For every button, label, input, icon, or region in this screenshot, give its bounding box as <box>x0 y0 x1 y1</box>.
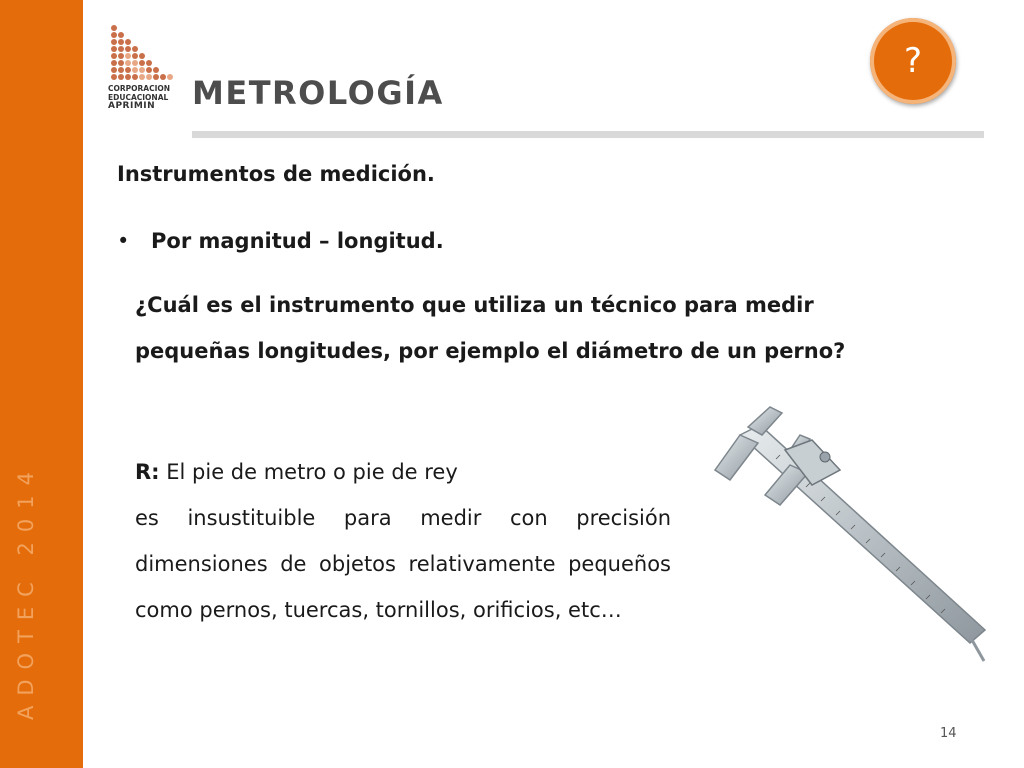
logo-brand: APRIMIN <box>108 101 156 111</box>
sidebar-vertical-text: ADOTEC 2014 <box>14 462 38 720</box>
logo-text <box>108 84 178 111</box>
section-subtitle: Instrumentos de medición. <box>117 162 435 186</box>
question-mark-icon <box>870 18 956 104</box>
answer-body: es insustituible para medir con precisión dimensiones de objetos relativamente pequeños como pernos, tuercas, tornillos, orificios, etc… <box>135 506 671 622</box>
logo-line2: EDUCACIONAL <box>108 93 169 102</box>
question-text: ¿Cuál es el instrumento que utiliza un técnico para medir pequeñas longitudes, por ejemplo el diámetro de un perno? <box>135 293 846 363</box>
answer-first-line: El pie de metro o pie de rey <box>166 460 458 484</box>
bullet-dot: • <box>117 229 130 253</box>
answer-block <box>135 449 671 633</box>
sidebar <box>0 0 83 768</box>
answer-label: R: <box>135 460 160 484</box>
logo-line1: CORPORACION <box>108 84 171 93</box>
caliper-image <box>700 395 1000 695</box>
page-number: 14 <box>940 726 957 741</box>
help-symbol: ? <box>903 41 923 81</box>
bullet-item <box>117 229 444 253</box>
bullet-text: Por magnitud – longitud. <box>151 229 444 253</box>
page-title: METROLOGÍA <box>192 74 444 112</box>
header-divider <box>192 131 984 138</box>
